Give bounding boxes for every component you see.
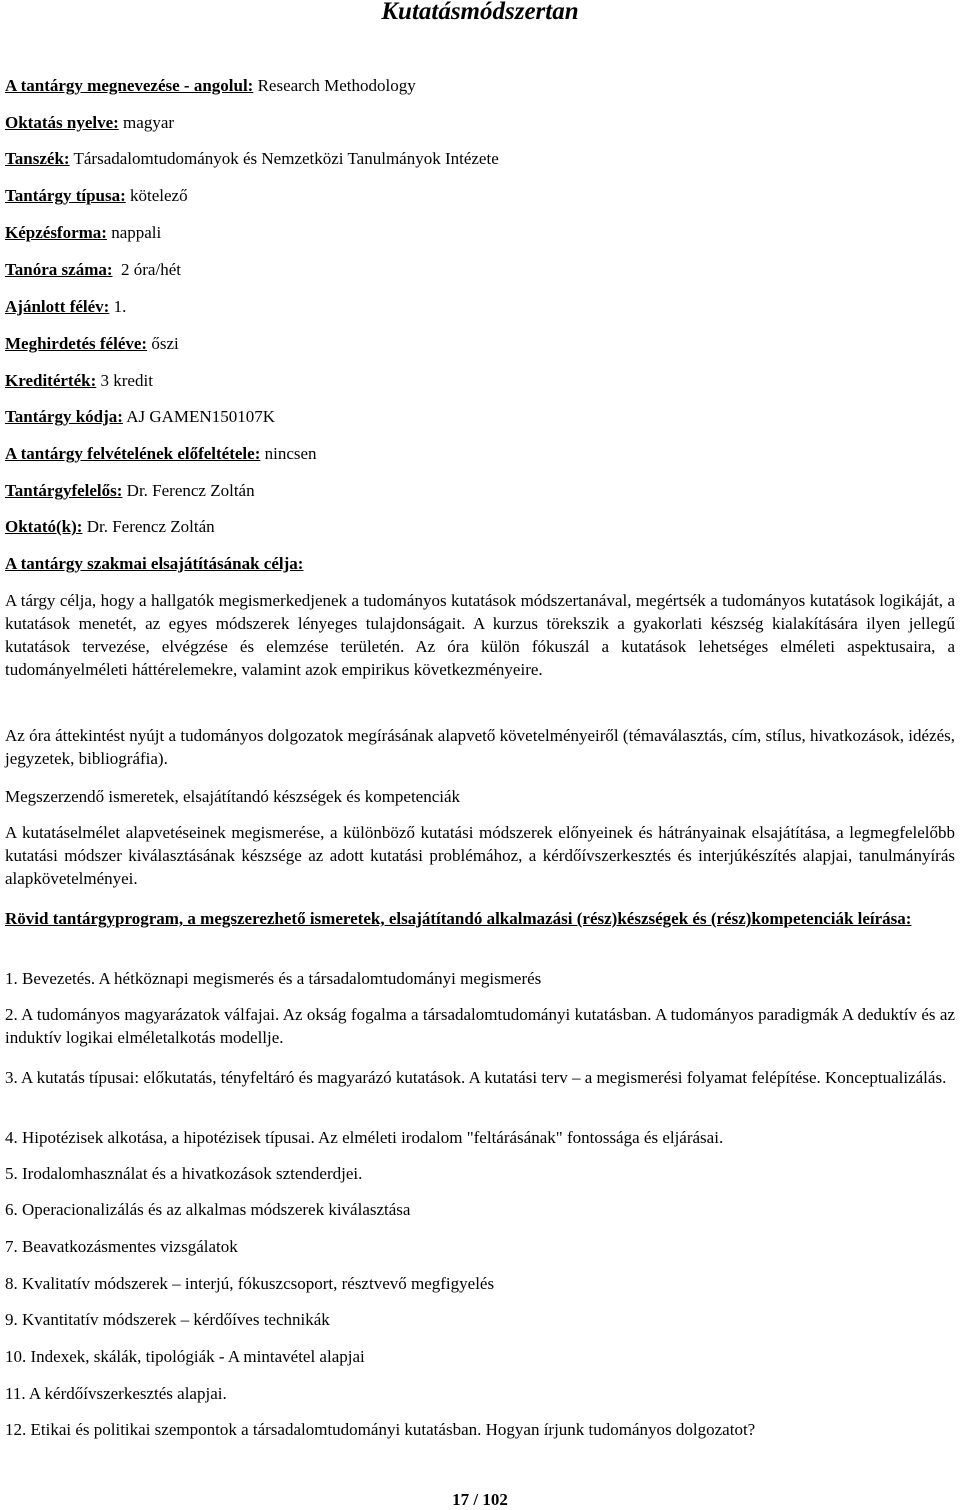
field-value: AJ GAMEN150107K [122, 407, 275, 426]
field-label: Ajánlott félév: [5, 297, 110, 316]
field-value: Társadalomtudományok és Nemzetközi Tanulmányok Intézete [69, 149, 499, 168]
goal-paragraph-1: A tárgy célja, hogy a hallgatók megismerkedjenek a tudományos kutatások módszertanával, megértsék a tudományos kutatások logikáját, a kutatások menetét, az egyes módszerek lényeges tulajdonságait. A kurzus törekszik a gyakorlati készség kialakítására ilyen jellegű kutatások tervezése, elvégzése és elemzése területén. Az óra külön fókuszál a kutatások lehetséges elméleti aspektusaira, a tudományelméleti háttérelemekre, valamint azok empirikus következményeire. [5, 591, 955, 679]
field-label: A tantárgy felvételének előfeltétele: [5, 444, 261, 463]
field-value: kötelező [125, 186, 188, 205]
field-language [5, 112, 174, 134]
field-english-name [5, 75, 416, 97]
goal-heading: A tantárgy szakmai elsajátításának célja: [5, 554, 304, 573]
field-label: Kreditérték: [5, 371, 97, 390]
field-department [5, 148, 499, 170]
list-item: 7. Beavatkozásmentes vizsgálatok [5, 1237, 238, 1256]
page-number: 17 / 102 [452, 1490, 508, 1509]
field-value: 3 kredit [96, 371, 153, 390]
skills-paragraph: A kutatáselmélet alapvetéseinek megismerése, a különböző kutatási módszerek előnyeinek és hátrányainak elsajátítása, a legmegfelelőbb kutatási módszer kiválasztásának készsége az adott kutatási problémához, a kérdőívszerkesztés és interjúkészítés alapjai, tanulmányírás alapkövetelményei. [5, 823, 955, 888]
field-announcement [5, 333, 179, 355]
field-value: magyar [118, 113, 175, 132]
field-label: Oktató(k): [5, 517, 83, 536]
list-item: 5. Irodalomhasználat és a hivatkozások sztenderdjei. [5, 1164, 363, 1183]
field-label: Oktatás nyelve: [5, 113, 119, 132]
list-item: 6. Operacionalizálás és az alkalmas módszerek kiválasztása [5, 1200, 411, 1219]
list-item: 3. A kutatás típusai: előkutatás, tényfeltáró és magyarázó kutatások. A kutatási terv – a megismerési folyamat felépítése. Konceptualizálás. [5, 1068, 947, 1087]
skills-heading: Megszerzendő ismeretek, elsajátítandó készségek és kompetenciák [5, 787, 461, 806]
field-label: Meghirdetés féléve: [5, 334, 148, 353]
field-credits [5, 370, 153, 392]
field-label: Tantárgy kódja: [5, 407, 123, 426]
list-item: 4. Hipotézisek alkotása, a hipotézisek típusai. Az elméleti irodalom "feltárásának" fontossága és eljárásai. [5, 1128, 724, 1147]
field-value: 1. [109, 297, 127, 316]
field-value: Dr. Ferencz Zoltán [122, 481, 255, 500]
field-label: Tanszék: [5, 149, 70, 168]
field-value: őszi [147, 334, 179, 353]
field-course-type [5, 185, 188, 207]
field-label: Képzésforma: [5, 223, 107, 242]
field-instructor [5, 516, 215, 538]
list-item: 12. Etikai és politikai szempontok a társadalomtudományi kutatásban. Hogyan írjunk tudományos dolgozatot? [5, 1420, 756, 1439]
list-item: 8. Kvalitatív módszerek – interjú, fókuszcsoport, résztvevő megfigyelés [5, 1274, 495, 1293]
field-value: Research Methodology [253, 76, 416, 95]
list-item: 1. Bevezetés. A hétköznapi megismerés és a társadalomtudományi megismerés [5, 969, 542, 988]
program-heading: Rövid tantárgyprogram, a megszerezhető ismeretek, elsajátítandó alkalmazási (rész)készségek és (rész)kompetenciák leírása: [5, 909, 912, 928]
field-responsible [5, 480, 255, 502]
field-semester [5, 296, 126, 318]
list-item: 2. A tudományos magyarázatok válfajai. Az okság fogalma a társadalomtudományi kutatásban. A tudományos paradigmák A deduktív és az induktív logikai elméletalkotás modellje. [5, 1005, 955, 1047]
field-prerequisite [5, 443, 317, 465]
field-training-form [5, 222, 161, 244]
field-course-code [5, 406, 275, 428]
field-value: nappali [106, 223, 162, 242]
field-hours [5, 259, 181, 281]
list-item: 10. Indexek, skálák, tipológiák - A mintavétel alapjai [5, 1347, 365, 1366]
field-value: nincsen [260, 444, 317, 463]
field-label: Tantárgy típusa: [5, 186, 126, 205]
document-title: Kutatásmódszertan [381, 0, 579, 25]
goal-paragraph-2: Az óra áttekintést nyújt a tudományos dolgozatok megírásának alapvető követelményeiről (témaválasztás, cím, stílus, hivatkozások, idézés, jegyzetek, bibliográfia). [5, 726, 955, 768]
list-item: 9. Kvantitatív módszerek – kérdőíves technikák [5, 1310, 330, 1329]
field-value: Dr. Ferencz Zoltán [82, 517, 215, 536]
field-label: Tanóra száma: [5, 260, 113, 279]
field-value: 2 óra/hét [112, 260, 181, 279]
field-label: A tantárgy megnevezése - angolul: [5, 76, 254, 95]
list-item: 11. A kérdőívszerkesztés alapjai. [5, 1384, 227, 1403]
field-label: Tantárgyfelelős: [5, 481, 123, 500]
